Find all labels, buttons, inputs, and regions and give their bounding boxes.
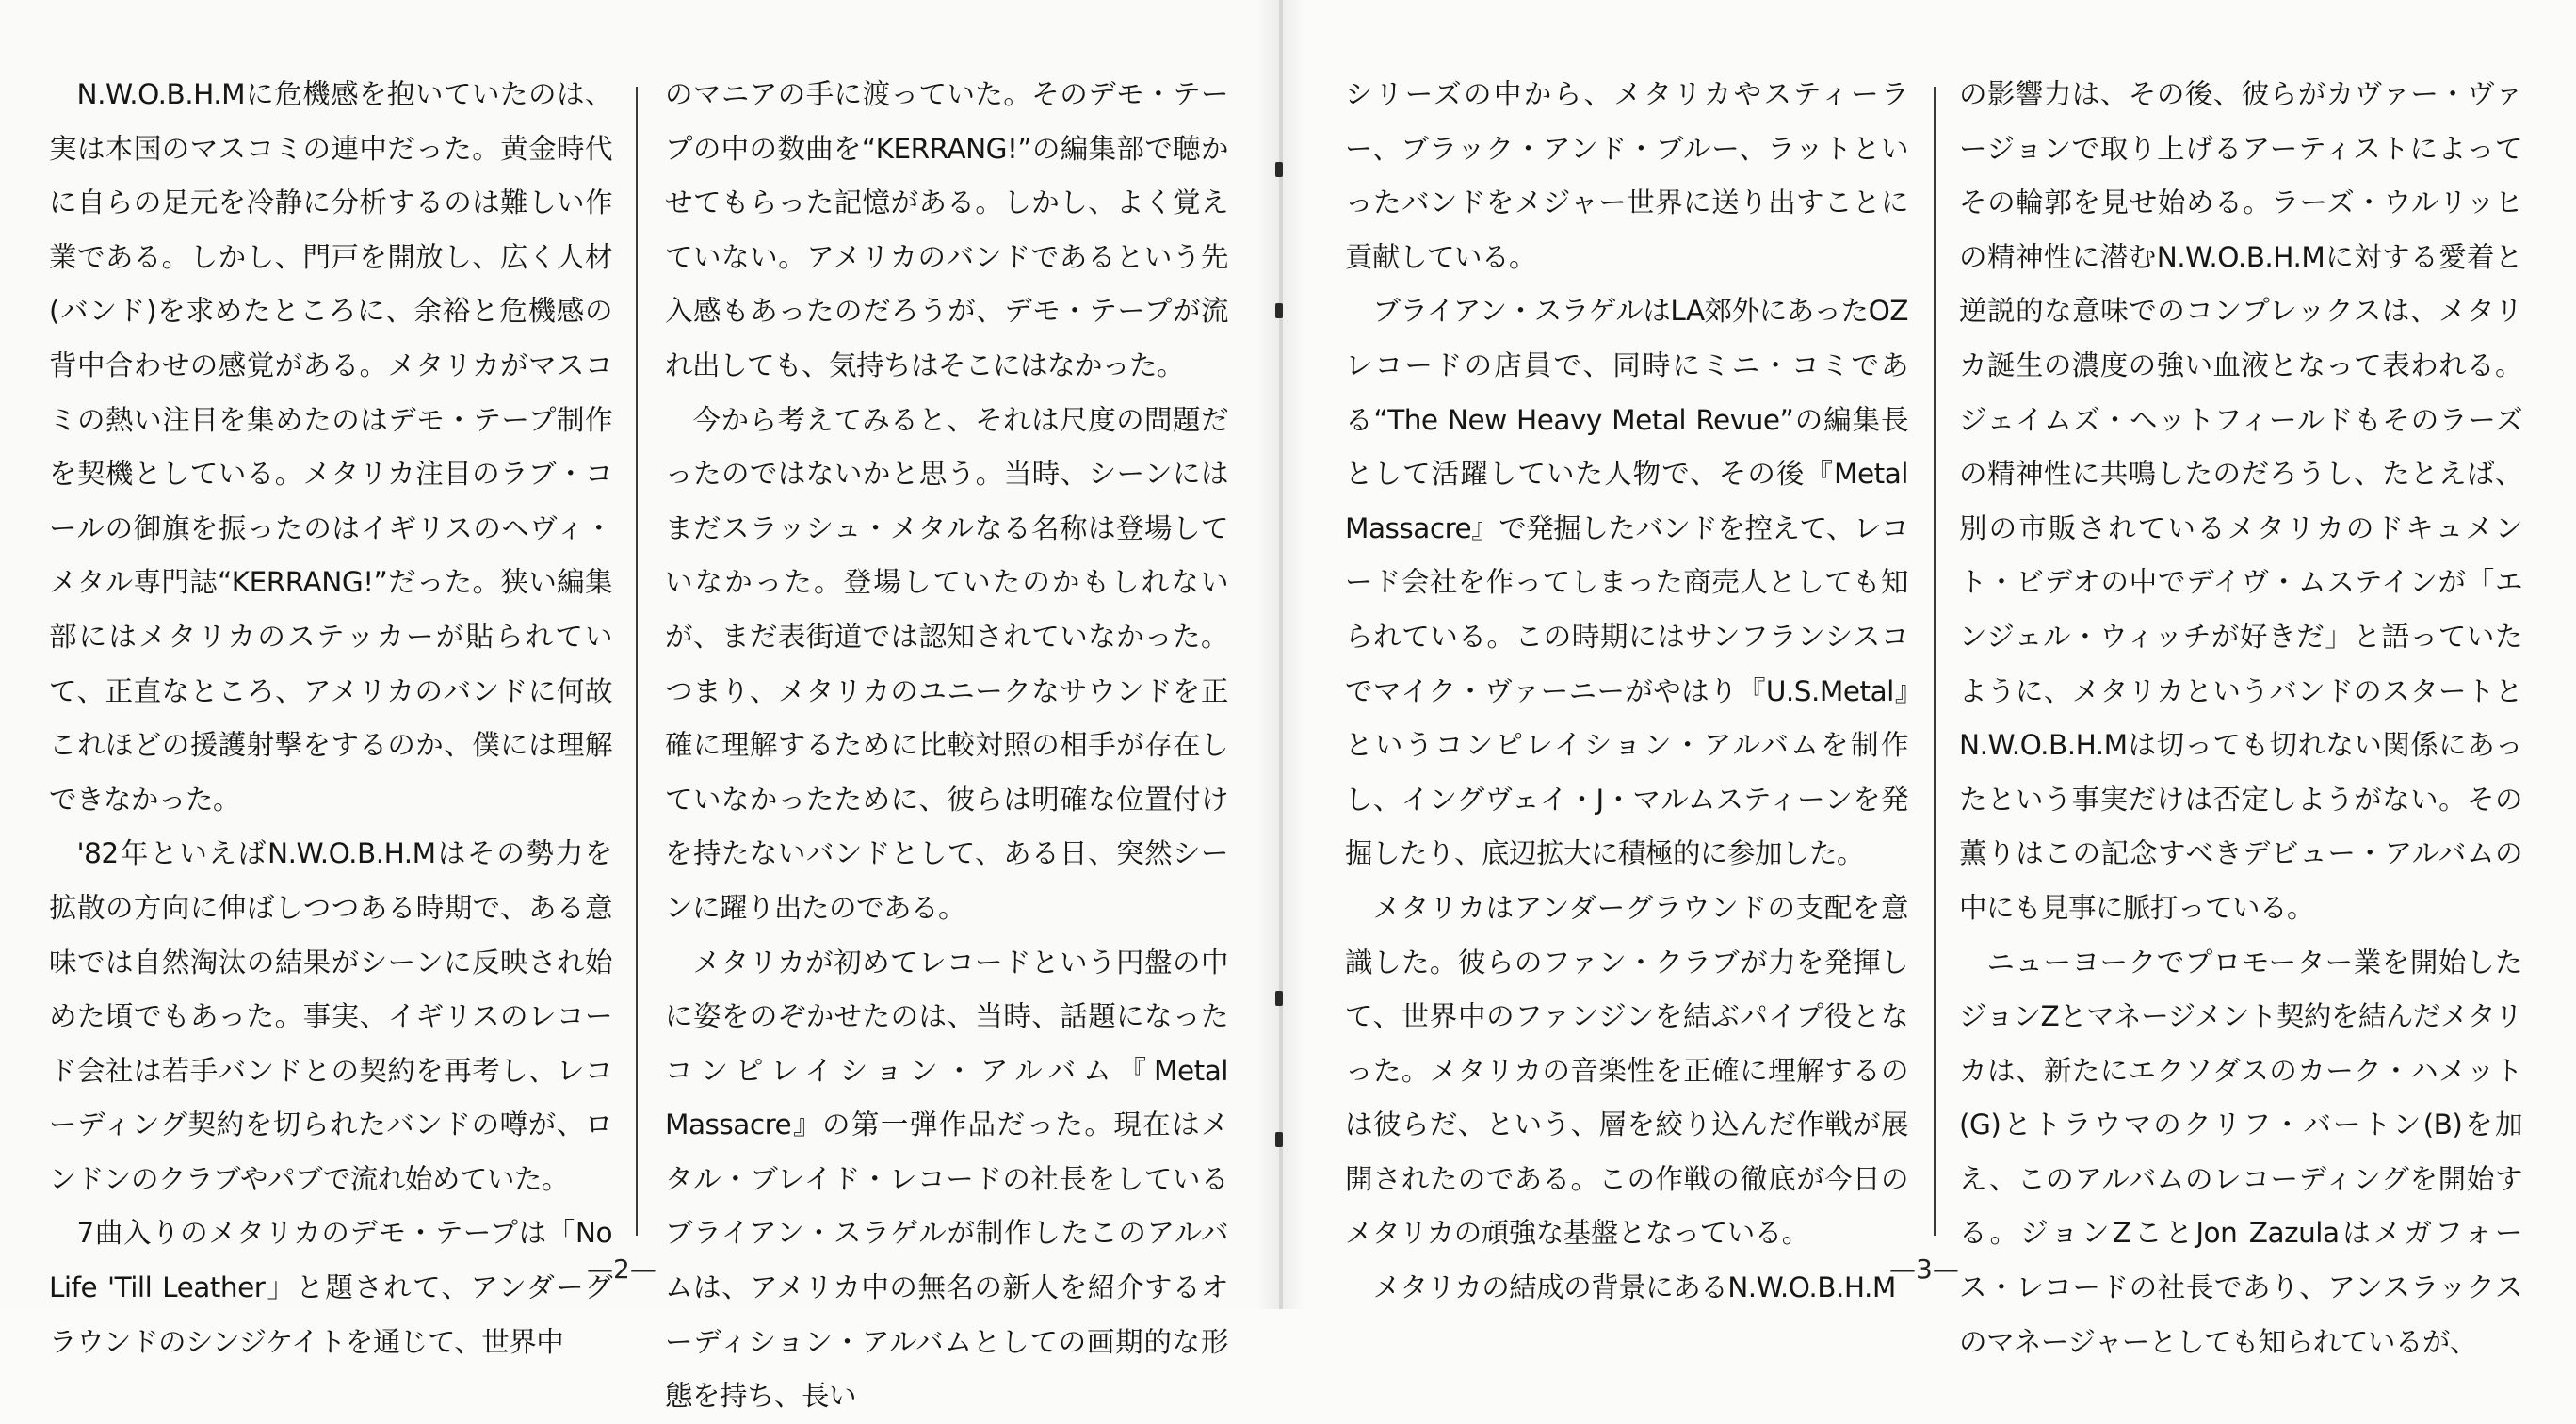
text-column-2	[665, 68, 1228, 1413]
text-column-1	[49, 68, 612, 1358]
paragraph: のマニアの手に渡っていた。そのデモ・テープの中の数曲を“KERRANG!”の編集部で聴かせてもらった記憶がある。しかし、よく覚えていない。アメリカのバンドであるという先入感もあったのだろうが、デモ・テープが流れ出しても、気持ちはそこにはなかった。	[665, 78, 1228, 381]
paragraph: の影響力は、その後、彼らがカヴァー・ヴァージョンで取り上げるアーティストによってその輪郭を見せ始める。ラーズ・ウルリッヒの精神性に潜むN.W.O.B.H.Mに対する愛着と逆説的な意味でのコンプレックスは、メタリカ誕生の濃度の強い血液となって表われる。ジェイムズ・ヘットフィールドもそのラーズの精神性に共鳴したのだろうし、たとえば、別の市販されているメタリカのドキュメント・ビデオの中でデイヴ・ムステインが「エンジェル・ウィッチが好きだ」と語っていたように、メタリカというバンドのスタートとN.W.O.B.H.Mは切っても切れない関係にあったという事実だけは否定しようがない。その薫りはこの記念すべきデビュー・アルバムの中にも見事に脈打っている。	[1959, 78, 2522, 924]
binding-staple	[1275, 991, 1283, 1006]
paragraph: シリーズの中から、メタリカやスティーラー、ブラック・アンド・ブルー、ラットといったバンドをメジャー世界に送り出すことに貢献している。	[1345, 78, 1908, 273]
paragraph: メタリカはアンダーグラウンドの支配を意識した。彼らのファン・クラブが力を発揮して、世界中のファンジンを結ぶパイプ役となった。メタリカの音楽性を正確に理解するのは彼らだ、という、層を絞り込んだ作戦が展開されたのである。この作戦の徹底が今日のメタリカの頑強な基盤となっている。	[1345, 891, 1908, 1250]
paragraph: メタリカの結成の背景にあるN.W.O.B.H.M	[1372, 1271, 1896, 1304]
binding-staple	[1275, 303, 1283, 318]
paragraph: ブライアン・スラゲルはLA郊外にあったOZレコードの店員で、同時にミニ・コミである“The New Heavy Metal Revue”の編集長として活躍していた人物で、その後『Metal Massacre』で発掘したバンドを控えて、レコード会社を作ってしまった商売人としても知られている。この時期にはサンフランシスコでマイク・ヴァーニーがやはり『U.S.Metal』というコンピレイション・アルバムを制作し、イングヴェイ・J・マルムスティーンを発掘したり、底辺拡大に積極的に参加した。	[1345, 295, 1908, 870]
binding-staple	[1275, 162, 1283, 177]
text-column-4	[1959, 68, 2522, 1358]
column-divider-right	[1934, 87, 1936, 1236]
paragraph: N.W.O.B.H.Mに危機感を抱いていたのは、実は本国のマスコミの連中だった。黄金時代に自らの足元を冷静に分析するのは難しい作業である。しかし、門戸を開放し、広く人材(バンド)を求めたところに、余裕と危機感の背中合わせの感覚がある。メタリカがマスコミの熱い注目を集めたのはデモ・テープ制作を契機としている。メタリカ注目のラブ・コールの御旗を振ったのはイギリスのヘヴィ・メタル専門誌“KERRANG!”だった。狭い編集部にはメタリカのステッカーが貼られていて、正直なところ、アメリカのバンドに何故これほどの援護射撃をするのか、僕には理解できなかった。	[49, 78, 612, 816]
binding-staple	[1275, 1132, 1283, 1147]
paragraph: 7曲入りのメタリカのデモ・テープは「No Life 'Till Leather」と題されて、アンダーグラウンドのシンジケイトを通じて、世界中	[49, 1217, 612, 1358]
paragraph: メタリカが初めてレコードという円盤の中に姿をのぞかせたのは、当時、話題になったコンピレイション・アルバム『Metal Massacre』の第一弾作品だった。現在はメタル・ブレイド・レコードの社長をしているブライアン・スラゲルが制作したこのアルバムは、アメリカ中の無名の新人を紹介するオーディション・アルバムとしての画期的な形態を持ち、長い	[665, 946, 1228, 1413]
paragraph: ニューヨークでプロモーター業を開始したジョンZとマネージメント契約を結んだメタリカは、新たにエクソダスのカーク・ハメット(G)とトラウマのクリフ・バートン(B)を加え、このアルバムのレコーディングを開始する。ジョンZことJon Zazulaはメガフォース・レコードの社長であり、アンスラックスのマネージャーとしても知られているが、	[1959, 946, 2522, 1358]
binding-fold	[1279, 0, 1283, 1309]
column-divider-left	[636, 87, 638, 1236]
paragraph: 今から考えてみると、それは尺度の問題だったのではないかと思う。当時、シーンにはまだスラッシュ・メタルなる名称は登場していなかった。登場していたのかもしれないが、まだ表街道では認知されていなかった。つまり、メタリカのユニークなサウンドを正確に理解するために比較対照の相手が存在していなかったために、彼らは明確な位置付けを持たないバンドとして、ある日、突然シーンに躍り出たのである。	[665, 403, 1228, 924]
gutter-shadow-left	[1256, 0, 1281, 1309]
text-column-3	[1345, 68, 1908, 1304]
left-page	[0, 0, 1281, 1413]
gutter-shadow-right	[1281, 0, 1305, 1309]
page-number-left: —2—	[587, 1254, 656, 1285]
page-number-right: —3—	[1889, 1254, 1959, 1285]
paragraph: '82年といえばN.W.O.B.H.Mはその勢力を拡散の方向に伸ばしつつある時期で、ある意味では自然淘汰の結果がシーンに反映され始めた頃でもあった。事実、イギリスのレコード会社は若手バンドとの契約を再考し、レコーディング契約を切られたバンドの噂が、ロンドンのクラブやパブで流れ始めていた。	[49, 837, 612, 1195]
